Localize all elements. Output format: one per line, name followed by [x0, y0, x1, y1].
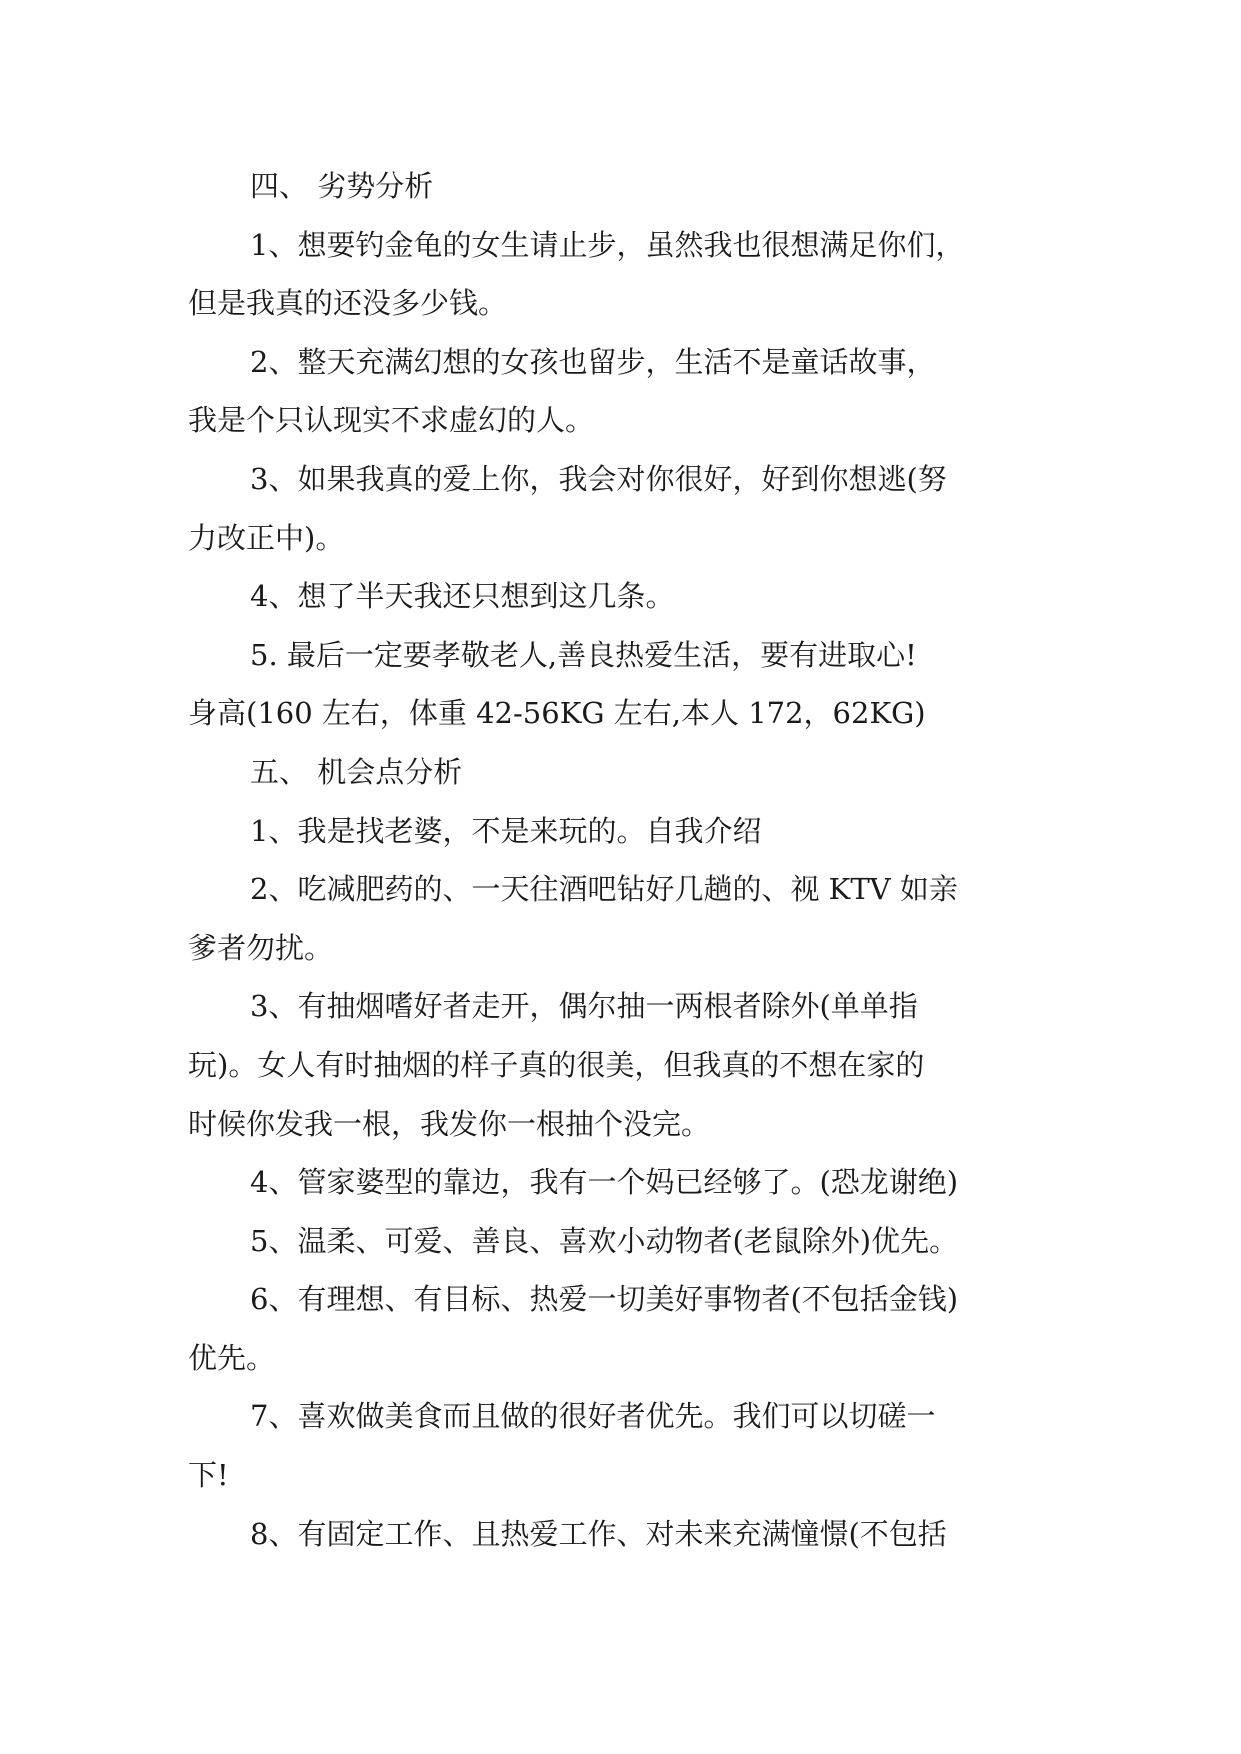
paragraph-line: 爹者勿扰。 — [188, 930, 334, 965]
paragraph-line: 3、有抽烟嗜好者走开，偶尔抽一两根者除外(单单指 — [250, 989, 918, 1024]
paragraph-line: 5. 最后一定要孝敬老人,善良热爱生活，要有进取心! — [250, 637, 917, 672]
heading-opportunity-analysis: 五、 机会点分析 — [250, 754, 463, 789]
document-body — [188, 157, 1068, 1563]
paragraph-line: 身高(160 左右，体重 42-56KG 左右,本人 172，62KG) — [188, 696, 926, 731]
paragraph-line: 7、喜欢做美食而且做的很好者优先。我们可以切磋一 — [250, 1399, 936, 1434]
paragraph-line: 6、有理想、有目标、热爱一切美好事物者(不包括金钱) — [250, 1282, 959, 1317]
paragraph-line: 下! — [188, 1458, 229, 1493]
paragraph-line: 1、我是找老婆，不是来玩的。自我介绍 — [250, 813, 762, 848]
heading-weakness-analysis: 四、 劣势分析 — [250, 169, 434, 203]
paragraph-line: 优先。 — [188, 1340, 276, 1375]
paragraph-line: 时候你发我一根，我发你一根抽个没完。 — [188, 1106, 711, 1141]
paragraph-line: 玩)。女人有时抽烟的样子真的很美，但我真的不想在家的 — [188, 1047, 925, 1082]
paragraph-line: 8、有固定工作、且热爱工作、对未来充满憧憬(不包括 — [250, 1516, 947, 1551]
paragraph-line: 2、吃减肥药的、一天往酒吧钻好几趟的、视 KTV 如亲 — [250, 872, 958, 907]
paragraph-line: 我是个只认现实不求虚幻的人。 — [188, 403, 595, 438]
paragraph-line: 4、想了半天我还只想到这几条。 — [250, 579, 675, 614]
paragraph-line: 2、整天充满幻想的女孩也留步，生活不是童话故事， — [250, 344, 936, 379]
paragraph-line: 4、管家婆型的靠边，我有一个妈已经够了。(恐龙谢绝) — [250, 1165, 959, 1200]
paragraph-line: 1、想要钓金龟的女生请止步，虽然我也很想满足你们， — [250, 227, 965, 262]
paragraph-line: 3、如果我真的爱上你，我会对你很好，好到你想逃(努 — [250, 461, 947, 496]
paragraph-line: 力改正中)。 — [188, 520, 345, 555]
paragraph-line: 5、温柔、可爱、善良、喜欢小动物者(老鼠除外)优先。 — [250, 1223, 959, 1258]
paragraph-line: 但是我真的还没多少钱。 — [188, 286, 508, 321]
